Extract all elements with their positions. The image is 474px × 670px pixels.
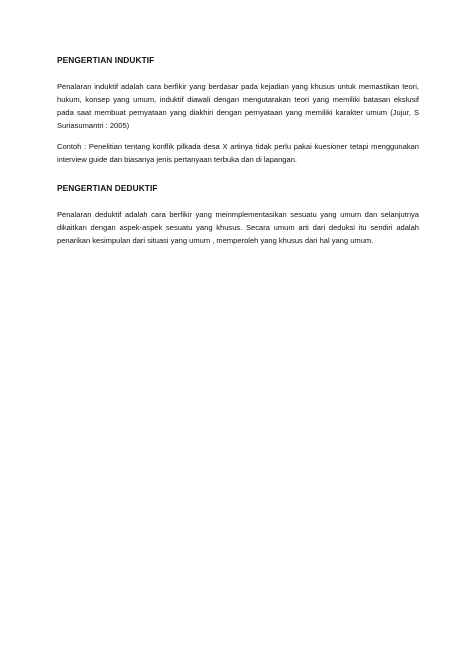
paragraph-induktif-example: Contoh : Penelitian tentang konflik pilkada desa X artinya tidak perlu pakai kuesioner tetapi menggunakan interview guide dan biasanya jenis pertanyaan terbuka dan di lapangan. (57, 142, 419, 165)
section-induktif (57, 55, 419, 167)
section-deduktif (57, 183, 419, 247)
heading-induktif: PENGERTIAN INDUKTIF (57, 55, 155, 65)
paragraph-induktif-definition: Penalaran induktif adalah cara berfikir yang berdasar pada kejadian yang khusus untuk memastikan teori, hukum, konsep yang umum, induktif diawali dengan mengutarakan teori yang memiliki batasan ekslusif pada saat membuat pernyataan yang diakhiri dengan pernyataan yang memiliki karakter umum (Jujur, S Suriasumantri : 2005) (57, 82, 419, 131)
paragraph-deduktif-definition: Penalaran deduktif adalah cara berfikir yang meinmplementasikan sesuatu yang umum dan selanjutnya dikaitkan dengan aspek-aspek sesuatu yang khusus. Secara umum arti dari deduksi itu sendiri adalah penarikan kesimpulan dari situasi yang umum , memperoleh yang khusus dari hal yang umum. (57, 210, 419, 246)
heading-deduktif: PENGERTIAN DEDUKTIF (57, 183, 158, 193)
